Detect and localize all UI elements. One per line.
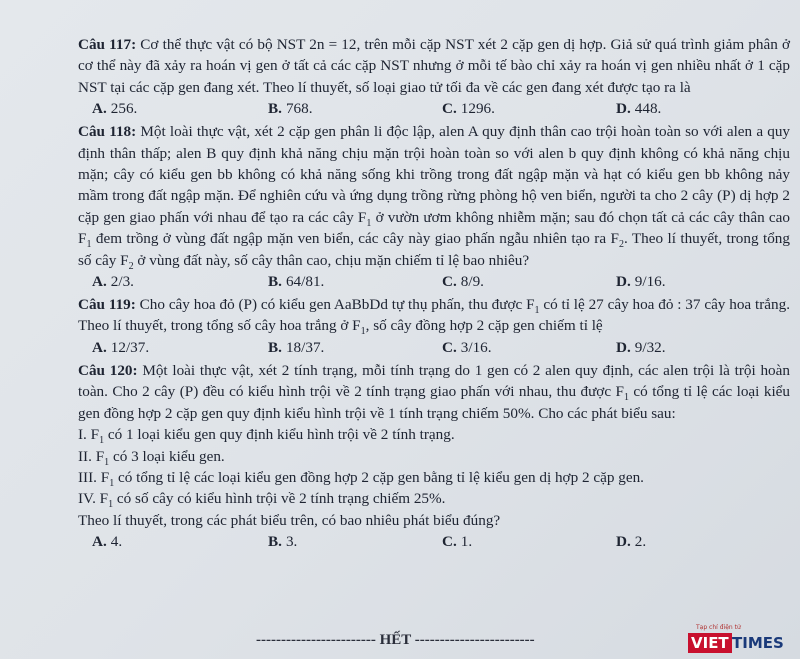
question-label: Câu 117: xyxy=(78,36,137,53)
option-a: A. 256. xyxy=(92,100,138,118)
question-prompt: Theo lí thuyết, trong các phát biểu trên, có bao nhiêu phát biểu đúng? xyxy=(78,511,501,529)
answer-options xyxy=(78,271,790,292)
statement-3: III. $F_1$ có tổng tỉ lệ các loại kiểu gen đồng hợp 2 cặp gen bằng tỉ lệ kiểu gen dị hợp 2 cặp gen. xyxy=(78,468,644,489)
statement-2: II. $F_1$ có 3 loại kiểu gen. xyxy=(78,447,225,468)
question-120: Câu 120: Một loài thực vật, xét 2 tính trạng, mỗi tính trạng do 1 gen có 2 alen quy định, các alen trội là trội hoàn toàn. Cho 2 cây (P) đều có kiểu hình trội về 2 tính trạng giao phấn với nhau, thu được $F_1$ có tổng tỉ lệ các loại kiểu gen đồng hợp 2 cặp gen quy định kiểu hình trội về 1 tính trạng chiếm 50%. Cho các phát biểu sau: xyxy=(78,361,790,422)
option-b: B. 3. xyxy=(268,533,298,551)
option-a: A. 12/37. xyxy=(92,338,150,356)
option-c: C. 3/16. xyxy=(442,338,492,356)
option-d: D. 448. xyxy=(616,100,662,118)
statement-1: I. $F_1$ có 1 loại kiểu gen quy định kiểu hình trội về 2 tính trạng. xyxy=(78,426,455,447)
option-c: C. 8/9. xyxy=(442,273,484,291)
question-label: Câu 118: xyxy=(78,123,137,141)
logo-tagline: Tạp chí điện tử xyxy=(696,624,741,631)
statement-4: IV. $F_1$ có số cây có kiểu hình trội về 2 tính trạng chiếm 25%. xyxy=(78,490,446,511)
question-118: Câu 118: Một loài thực vật, xét 2 cặp gen phân li độc lập, alen A quy định thân cao trội hoàn toàn so với alen a quy định thân thấp; alen B quy định khả năng chịu mặn trội hoàn toàn so với alen b quy định không có khả năng chịu mặn; cây có kiểu gen bb không có khả năng sống khi trồng trong đất ngập mặn và hạt có kiểu gen bb không nảy mầm trong đất ngập mặn. Để nghiên cứu và ứng dụng trồng rừng phòng hộ ven biển, người ta cho 2 cây (P) dị hợp 2 cặp gen giao phấn với nhau để tạo ra các cây $F_1$ ở vườn ươm không nhiễm mặn; sau đó chọn tất cả các cây thân cao $F_1$ đem trồng ở vùng đất ngập mặn ven biển, các cây này giao phấn ngẫu nhiên tạo ra $F_2$. Theo lí thuyết, trong tổng số cây $F_2$ ở vùng đất này, số cây thân cao, chịu mặn chiếm tỉ lệ bao nhiêu? xyxy=(78,123,791,272)
option-b: B. 64/81. xyxy=(268,273,325,291)
logo-part-viet: VIET xyxy=(688,633,732,653)
logo-part-times: TIMES xyxy=(732,634,784,652)
option-d: D. 9/16. xyxy=(616,273,666,291)
question-119: Câu 119: Cho cây hoa đỏ (P) có kiểu gen AaBbDd tự thụ phấn, thu được $F_1$ có tỉ lệ 27 cây hoa đỏ : 37 cây hoa trắng. Theo lí thuyết, trong tổng số cây hoa trắng ở $F_1$, số cây đồng hợp 2 cặp gen chiếm tỉ lệ xyxy=(78,296,790,338)
option-a: A. 2/3. xyxy=(92,273,134,291)
question-label: Câu 119: xyxy=(78,296,136,314)
option-a: A. 4. xyxy=(92,533,123,551)
option-d: D. 9/32. xyxy=(616,338,666,356)
option-b: B. 768. xyxy=(268,100,313,118)
answer-options xyxy=(78,98,790,119)
question-label: Câu 120: xyxy=(78,361,138,379)
viettimes-logo xyxy=(680,624,792,654)
end-marker: ------------------------ HẾT ------------------------ xyxy=(256,632,535,648)
question-117 xyxy=(78,34,790,98)
answer-options xyxy=(78,337,790,358)
exam-page xyxy=(78,34,790,554)
question-text: Cơ thể thực vật có bộ NST 2n = 12, trên mỗi cặp NST xét 2 cặp gen dị hợp. Giả sử quá trình giảm phân ở cơ thể này đã xảy ra hoán vị gen ở tất cả các cặp NST nhưng ở mỗi tế bào chỉ xảy ra hoán vị gen nhiều nhất ở 1 cặp NST tại các cặp gen đang xét. Theo lí thuyết, số loại giao tử tối đa về các gen đang xét được tạo ra là xyxy=(78,36,790,96)
answer-options xyxy=(78,531,790,552)
option-c: C. 1296. xyxy=(442,100,495,118)
option-c: C. 1. xyxy=(442,533,473,551)
option-d: D. 2. xyxy=(616,533,647,551)
option-b: B. 18/37. xyxy=(268,338,325,356)
